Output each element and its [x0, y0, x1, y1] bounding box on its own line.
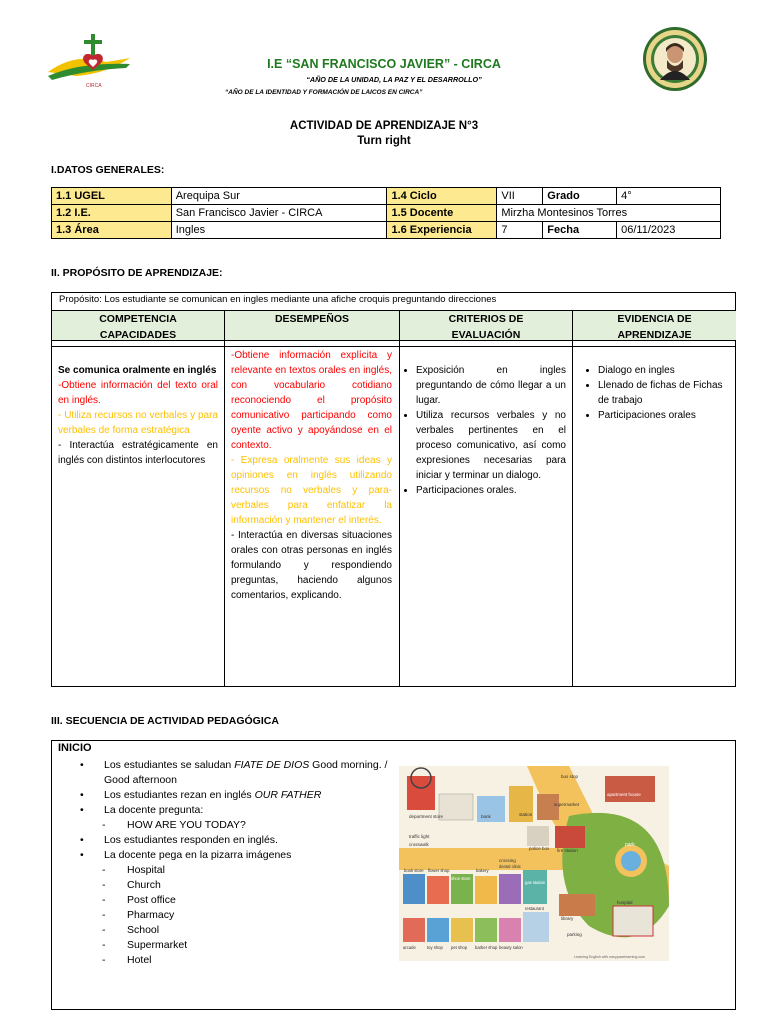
- sequence-text: Pharmacy: [127, 909, 175, 921]
- header-competencia-line1: COMPETENCIA: [99, 313, 177, 325]
- value-area: Ingles: [171, 222, 387, 239]
- header-criterios: [400, 310, 572, 341]
- map-label: barber shop: [475, 945, 498, 950]
- sequence-item: [80, 833, 390, 848]
- map-label: restaurant: [525, 906, 544, 911]
- evidencia-item: • Dialogo en ingles: [598, 363, 732, 378]
- label-ciclo: 1.4 Ciclo: [387, 188, 497, 205]
- sequence-text: Los estudiantes se saludan: [104, 759, 235, 771]
- header-competencia: [52, 310, 224, 341]
- evidencia-cell: [582, 363, 732, 423]
- map-label: park: [625, 842, 635, 848]
- value-ugel: Arequipa Sur: [171, 188, 387, 205]
- sequence-text: FIATE DE DIOS: [234, 759, 310, 771]
- value-experiencia: 7: [497, 222, 543, 239]
- town-map-image: [399, 766, 669, 961]
- purpose-table: [51, 292, 736, 687]
- capacidad-3: - Interactúa estratégicamente en inglés con distintos interlocutores: [58, 440, 218, 466]
- map-label: gas station: [525, 880, 546, 885]
- label-docente: 1.5 Docente: [387, 205, 497, 222]
- map-label: book store: [404, 868, 424, 873]
- table-row: [52, 222, 721, 239]
- sequence-item: [80, 878, 390, 893]
- divider: [399, 310, 400, 687]
- activity-title: ACTIVIDAD DE APRENDIZAJE N°3: [289, 120, 479, 132]
- capacidad-1: -Obtiene información del texto oral en inglés.: [58, 380, 218, 406]
- label-grado: Grado: [543, 188, 617, 205]
- sequence-item: [80, 908, 390, 923]
- motto-identity: “AÑO DE LA IDENTIDAD Y FORMACIÓN DE LAICOS EN CIRCA”: [225, 89, 423, 96]
- map-label: crosswalk: [409, 842, 429, 847]
- header-criterios-line2: EVALUACIÓN: [451, 329, 521, 341]
- sequence-text: La docente pregunta:: [104, 804, 204, 816]
- map-label: hospital: [617, 900, 633, 905]
- section-heading-secuencia: III. SECUENCIA DE ACTIVIDAD PEDAGÓGICA: [51, 715, 279, 727]
- sequence-item: [80, 893, 390, 908]
- map-label: police box: [529, 846, 550, 851]
- header-evidencia: [573, 310, 736, 341]
- sequence-text: Los estudiantes rezan en inglés: [104, 789, 255, 801]
- desempeno-2: - Expresa oralmente sus ideas y opiniones en inglés utilizando recursos no verbales y para-verbales para enfatizar la información y mantener el interés.: [231, 455, 392, 526]
- logo-text: CIRCA: [86, 83, 102, 89]
- label-area: 1.3 Área: [52, 222, 172, 239]
- desempeno-3: - Interactúa en diversas situaciones orales con otras personas en inglés formulando y respondiendo preguntas, haciendo algunos comentarios, explicando.: [231, 530, 392, 601]
- header-evidencia-line2: APRENDIZAJE: [617, 329, 692, 341]
- section-heading-proposito: II. PROPÓSITO DE APRENDIZAJE:: [51, 267, 223, 279]
- map-label: department store: [409, 814, 444, 819]
- sequence-item: [80, 758, 390, 788]
- activity-subtitle: Turn right: [357, 135, 411, 147]
- table-row: [52, 205, 721, 222]
- criterio-item: • Utiliza recursos verbales y no verbales pertinentes en el proceso comunicativo, así como expresiones necesarias para iniciar y terminar un dialogo.: [416, 408, 566, 483]
- motto-year: “AÑO DE LA UNIDAD, LA PAZ Y EL DESARROLLO”: [306, 75, 482, 84]
- value-fecha: 06/11/2023: [617, 222, 721, 239]
- map-label: bank: [481, 814, 491, 819]
- sequence-text: School: [127, 924, 160, 936]
- map-label: toy shop: [427, 945, 443, 950]
- desempeno-1: -Obtiene información explícita y relevante en textos orales en inglés, con vocabulario cotidiano reconociendo el propósito comunicativo participando como oyente activo y apoyándose en el contexto.: [231, 350, 392, 451]
- divider: [224, 310, 225, 687]
- evidencia-item: • Participaciones orales: [598, 408, 732, 423]
- sequence-text: Church: [127, 879, 161, 891]
- sequence-item: [80, 938, 390, 953]
- header-desempenos: [225, 310, 399, 341]
- sequence-text: Supermarket: [127, 939, 188, 951]
- sequence-item: [80, 953, 390, 968]
- value-docente: Mirzha Montesinos Torres: [497, 205, 721, 222]
- criterio-item: • Participaciones orales.: [416, 483, 566, 498]
- header-evidencia-line1: EVIDENCIA DE: [617, 313, 692, 325]
- map-label: pet shop: [451, 945, 468, 950]
- map-label: fire station: [557, 848, 578, 853]
- header-desempenos-label: DESEMPEÑOS: [274, 313, 350, 325]
- value-grado: 4°: [617, 188, 721, 205]
- sequence-item: [80, 788, 390, 803]
- capacidad-2: - Utiliza recursos no verbales y para verbales de forma estratégica: [58, 410, 218, 436]
- sequence-text: Hotel: [127, 954, 152, 966]
- sequence-text: Hospital: [127, 864, 165, 876]
- map-label: parking: [567, 932, 582, 937]
- map-label: supermarket: [554, 802, 580, 807]
- sequence-text: La docente pega en la pizarra imágenes: [104, 849, 292, 861]
- label-ie: 1.2 I.E.: [52, 205, 172, 222]
- section-heading-datos: I.DATOS GENERALES:: [51, 164, 165, 176]
- sequence-item: [80, 863, 390, 878]
- sequence-item: [80, 923, 390, 938]
- map-credit: Learning English with easypacelearning.com: [574, 955, 646, 959]
- label-ugel: 1.1 UGEL: [52, 188, 172, 205]
- school-name: I.E “SAN FRANCISCO JAVIER” - CIRCA: [267, 57, 501, 71]
- map-label: station: [519, 812, 533, 817]
- sequence-text: HOW ARE YOU TODAY?: [127, 819, 246, 831]
- map-label: traffic light: [409, 834, 430, 839]
- sequence-text: Los estudiantes responden en inglés.: [104, 834, 278, 846]
- sequence-list: [80, 758, 390, 968]
- sequence-text: Good morning. / Good afternoon: [104, 759, 388, 786]
- map-label: apartment house: [607, 792, 641, 797]
- map-label: bus stop: [561, 774, 579, 779]
- divider: [572, 310, 573, 687]
- map-label: arcade: [403, 945, 416, 950]
- criterios-cell: [404, 363, 566, 498]
- label-experiencia: 1.6 Experiencia: [387, 222, 497, 239]
- map-label: crossing: [499, 858, 516, 863]
- inicio-heading: INICIO: [58, 742, 92, 754]
- sequence-item: [80, 848, 390, 863]
- map-label: library: [561, 916, 574, 921]
- header-criterios-line1: CRITERIOS DE: [448, 313, 524, 325]
- sequence-box: [51, 740, 736, 1010]
- map-label: dental clinic: [499, 864, 521, 869]
- sequence-text: OUR FATHER: [254, 789, 322, 801]
- header-competencia-line2: CAPACIDADES: [99, 329, 177, 341]
- map-label: beauty salon: [499, 945, 523, 950]
- evidencia-item: • Llenado de fichas de Fichas de trabajo: [598, 378, 732, 408]
- sequence-item: [80, 818, 390, 833]
- value-ciclo: VII: [497, 188, 543, 205]
- table-row: [52, 188, 721, 205]
- map-label: shoe store: [451, 876, 471, 881]
- label-fecha: Fecha: [543, 222, 617, 239]
- value-ie: San Francisco Javier - CIRCA: [171, 205, 387, 222]
- purpose-statement: Propósito: Los estudiante se comunican en ingles mediante una afiche croquis preguntando direcciones: [59, 294, 497, 305]
- map-label: bakery: [476, 868, 489, 873]
- competencia-title: Se comunica oralmente en inglés: [58, 365, 217, 376]
- map-label: flower shop: [428, 868, 450, 873]
- general-data-table: [51, 187, 721, 239]
- desempenos-cell: [231, 348, 392, 603]
- competencia-cell: [58, 363, 218, 468]
- sequence-item: [80, 803, 390, 818]
- divider: [52, 346, 735, 347]
- criterio-item: • Exposición en ingles preguntando de cómo llegar a un lugar.: [416, 363, 566, 408]
- sequence-text: Post office: [127, 894, 176, 906]
